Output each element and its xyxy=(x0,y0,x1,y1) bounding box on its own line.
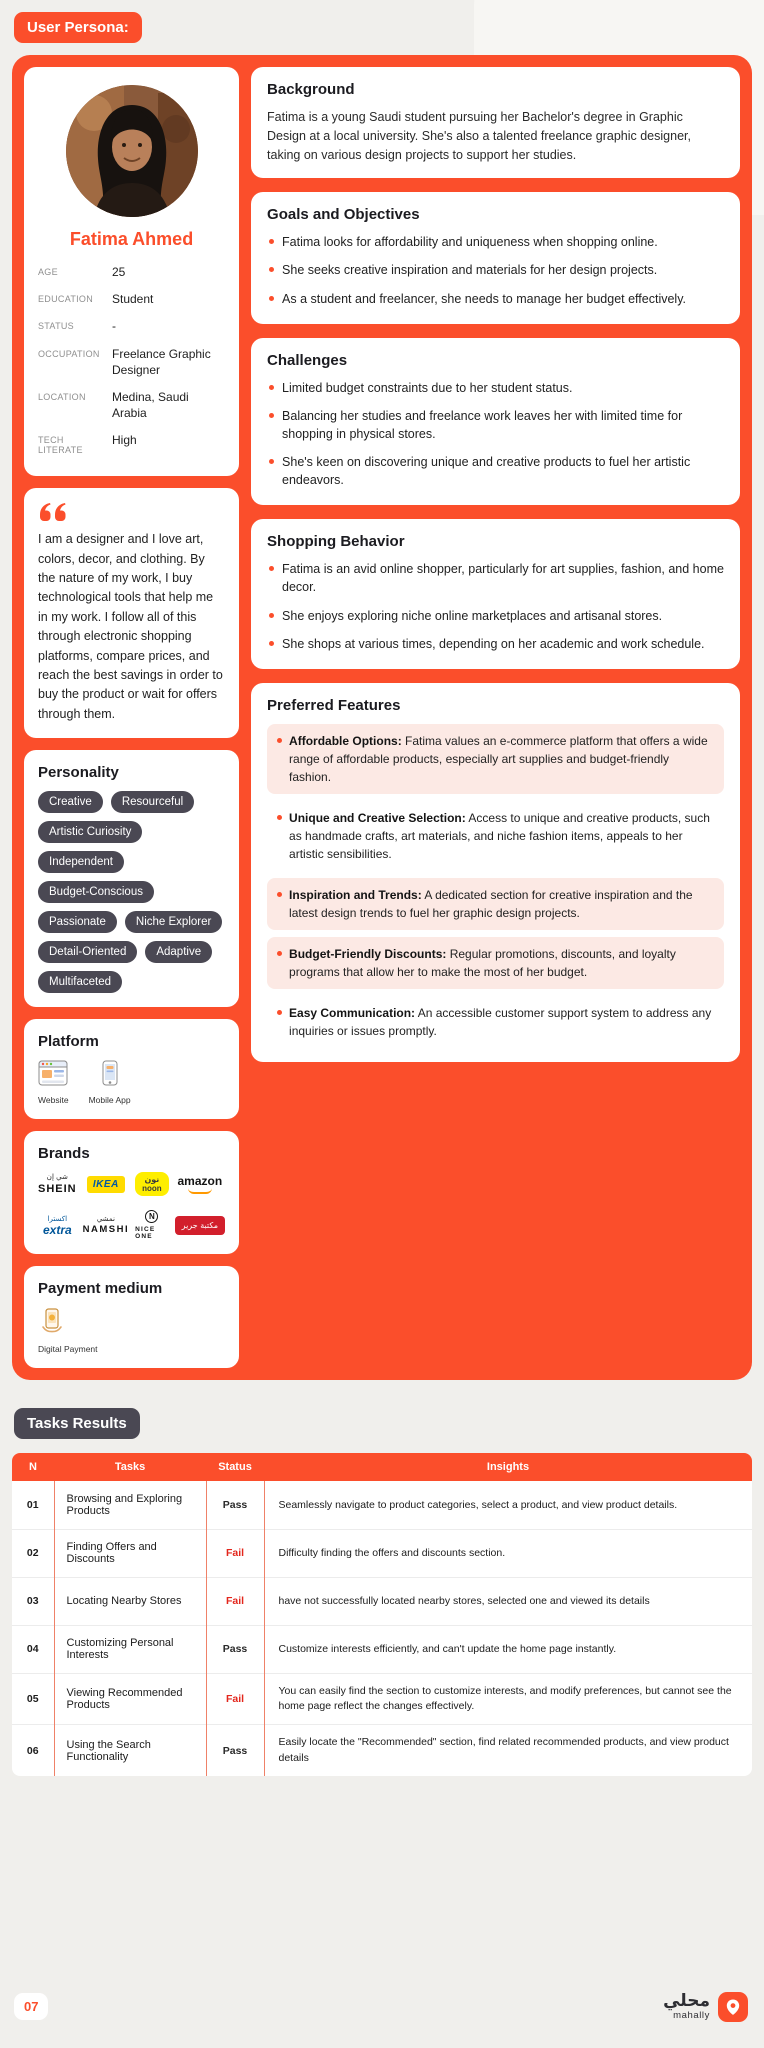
feature-lead: Unique and Creative Selection: xyxy=(289,810,466,825)
bullet-item: She's keen on discovering unique and creative products to fuel her artistic endeavors. xyxy=(267,453,724,489)
platform-card xyxy=(24,1019,239,1119)
tasks-results-title: Tasks Results xyxy=(14,1408,140,1439)
task-status: Pass xyxy=(206,1481,264,1529)
task-number: 02 xyxy=(12,1529,54,1577)
task-number: 05 xyxy=(12,1673,54,1724)
brands-grid xyxy=(38,1172,225,1240)
brand-noon-logo xyxy=(135,1172,169,1196)
brand-amazon xyxy=(178,1175,223,1194)
persona-name: Fatima Ahmed xyxy=(69,229,194,249)
attribute-value: Student xyxy=(112,292,154,307)
attribute-label: OCCUPATION xyxy=(38,348,100,359)
attribute-value: 25 xyxy=(112,265,126,279)
brand-noon-arabic: نون xyxy=(144,1175,160,1185)
brand-niceone-label: NICE ONE xyxy=(135,1226,156,1241)
challenges-list xyxy=(267,379,724,490)
niceone-icon: N xyxy=(145,1210,158,1223)
website-icon xyxy=(38,1060,68,1091)
brand-jarir-label: مكتبة جرير xyxy=(175,1216,225,1235)
feature-lead: Budget-Friendly Discounts: xyxy=(289,946,447,961)
feature-item xyxy=(267,996,724,1048)
quote-text: I am a designer and I love art, colors, decor, and clothing. By the nature of my work, I buy technological tools that help me in my work. I follow all of this through electronic shopping platforms, compare prices, and reach the best savings in order to buy the product or wait for offers through them. xyxy=(38,532,223,721)
profile-card xyxy=(24,67,239,476)
brand-shein-arabic: شي إن xyxy=(46,1172,68,1181)
amazon-smile-icon xyxy=(188,1188,212,1194)
brand-shein xyxy=(38,1174,77,1195)
table-header-row xyxy=(12,1453,752,1481)
challenges-title: Challenges xyxy=(267,351,348,369)
goals-title: Goals and Objectives xyxy=(267,206,420,224)
platform-title: Platform xyxy=(38,1033,99,1051)
feature-lead: Easy Communication: xyxy=(289,1005,416,1020)
background-title: Background xyxy=(267,81,355,98)
shopping-behavior-list xyxy=(267,560,724,653)
trait-pill: Detail-Oriented xyxy=(38,941,137,963)
mahally-logo xyxy=(663,1992,748,2022)
brand-noon xyxy=(135,1172,169,1196)
quote-card xyxy=(24,488,239,738)
brand-extra-label: extra xyxy=(42,1222,72,1237)
attribute-value: - xyxy=(112,319,116,334)
brand-amazon-label: amazon xyxy=(177,1173,223,1188)
platform-label: Mobile App xyxy=(88,1095,131,1106)
attribute-value: High xyxy=(112,433,137,448)
table-row xyxy=(12,1673,752,1724)
feature-body: Fatima values an e-commerce platform that offers a wide range of affordable products, especially art supplies and budget-friendly fashion. xyxy=(289,733,708,784)
attribute-label: AGE xyxy=(38,267,58,277)
attribute-row xyxy=(38,318,225,334)
trait-pill: Creative xyxy=(38,791,103,813)
mahally-logo-icon xyxy=(718,1992,748,2022)
brand-namshi-label: NAMSHI xyxy=(82,1224,130,1236)
digital-payment-icon xyxy=(38,1307,66,1340)
quote-icon xyxy=(38,502,225,522)
table-row xyxy=(12,1725,752,1776)
left-column xyxy=(24,67,239,1368)
feature-body: A dedicated section for creative inspiration and the latest design trends to fuel her graphic design projects. xyxy=(289,887,693,920)
task-status: Fail xyxy=(206,1529,264,1577)
brand-extra-arabic: اكسترا xyxy=(47,1214,68,1223)
brand-ikea xyxy=(87,1176,125,1193)
header-tasks: Tasks xyxy=(54,1453,206,1481)
avatar-illustration xyxy=(66,85,198,217)
attribute-row xyxy=(38,291,225,307)
platform-label: Website xyxy=(38,1095,69,1106)
task-insight: Seamlessly navigate to product categories, select a product, and view product details. xyxy=(264,1481,752,1529)
feature-item xyxy=(267,937,724,989)
bullet-item: Balancing her studies and freelance work leaves her with limited time for shopping in physical stores. xyxy=(267,407,724,443)
brand-namshi-arabic: نمشي xyxy=(96,1214,115,1223)
attribute-label: EDUCATION xyxy=(38,294,94,305)
tasks-table xyxy=(12,1453,752,1775)
task-insight: You can easily find the section to customize interests, and modify preferences, but cannot see the home page reflect the changes effectively. xyxy=(264,1673,752,1724)
task-number: 03 xyxy=(12,1577,54,1625)
trait-pill: Resourceful xyxy=(111,791,194,813)
feature-body: Access to unique and creative products, such as handmade crafts, art materials, and niche fashion items, appeals to her artistic sensibilities. xyxy=(289,810,710,861)
table-row xyxy=(12,1481,752,1529)
shopping-behavior-section xyxy=(251,519,740,669)
payment-item xyxy=(38,1307,225,1354)
feature-body: Regular promotions, discounts, and loyalty programs that allow her to make the most of her budget. xyxy=(289,946,676,979)
payment-card xyxy=(24,1266,239,1368)
trait-pill: Budget-Conscious xyxy=(38,881,154,903)
mahally-wordmark xyxy=(663,1992,710,2021)
brand-niceone xyxy=(135,1210,169,1240)
brand-noon-label: noon xyxy=(142,1184,162,1194)
mobile-app-icon xyxy=(102,1060,118,1091)
bullet-item: She shops at various times, depending on her academic and work schedule. xyxy=(267,635,724,653)
feature-item xyxy=(267,801,724,871)
payment-title: Payment medium xyxy=(38,1280,163,1298)
background-text: Fatima is a young Saudi student pursuing her Bachelor's degree in Graphic Design at a local university. She's also a talented freelance graphic designer, taking on various design projects to support her studies. xyxy=(267,110,691,162)
task-status: Fail xyxy=(206,1673,264,1724)
right-column xyxy=(251,67,740,1062)
preferred-features-section xyxy=(251,683,740,1062)
brand-namshi xyxy=(83,1216,129,1236)
brands-title: Brands xyxy=(38,1145,90,1163)
feature-lead: Inspiration and Trends: xyxy=(289,887,422,902)
attribute-label: STATUS xyxy=(38,321,74,332)
table-row xyxy=(12,1529,752,1577)
task-name: Browsing and Exploring Products xyxy=(54,1481,206,1529)
task-name: Locating Nearby Stores xyxy=(54,1577,206,1625)
bullet-item: She seeks creative inspiration and materials for her design projects. xyxy=(267,261,724,279)
trait-pill: Artistic Curiosity xyxy=(38,821,142,843)
task-status: Fail xyxy=(206,1577,264,1625)
bullet-item: Fatima is an avid online shopper, particularly for art supplies, fashion, and home decor. xyxy=(267,560,724,596)
page-number: 07 xyxy=(14,1993,48,2020)
header-status: Status xyxy=(206,1453,264,1481)
personality-traits xyxy=(38,791,225,993)
feature-body: An accessible customer support system to address any inquiries or issues promptly. xyxy=(289,1005,712,1038)
attribute-row xyxy=(38,264,225,280)
bullet-item: She enjoys exploring niche online marketplaces and artisanal stores. xyxy=(267,607,724,625)
mahally-latin: mahally xyxy=(673,2010,710,2022)
table-row xyxy=(12,1625,752,1673)
brand-shein-label: SHEIN xyxy=(38,1182,77,1195)
brand-extra xyxy=(43,1215,72,1236)
personality-card xyxy=(24,750,239,1007)
avatar xyxy=(66,85,198,217)
brand-jarir xyxy=(175,1216,225,1235)
attribute-row xyxy=(38,389,225,421)
task-number: 06 xyxy=(12,1725,54,1776)
attribute-value: Medina, Saudi Arabia xyxy=(112,389,189,421)
task-name: Customizing Personal Interests xyxy=(54,1625,206,1673)
task-number: 01 xyxy=(26,1499,39,1512)
preferred-features-title: Preferred Features xyxy=(267,696,401,714)
payment-label: Digital Payment xyxy=(38,1344,98,1355)
task-insight: Easily locate the "Recommended" section, find related recommended products, and view product details xyxy=(264,1725,752,1776)
background-section xyxy=(251,67,740,178)
preferred-features-list xyxy=(267,724,724,1048)
challenges-section xyxy=(251,338,740,506)
task-name: Using the Search Functionality xyxy=(54,1725,206,1776)
feature-lead: Affordable Options: xyxy=(289,733,402,748)
trait-pill: Niche Explorer xyxy=(125,911,222,933)
personality-title: Personality xyxy=(38,764,119,782)
trait-pill: Passionate xyxy=(38,911,117,933)
header-insights: Insights xyxy=(264,1453,752,1481)
trait-pill: Independent xyxy=(38,851,124,873)
feature-item xyxy=(267,878,724,930)
platform-website xyxy=(38,1060,69,1105)
platform-mobile-app xyxy=(89,1060,131,1105)
task-insight: Customize interests efficiently, and can't update the home page instantly. xyxy=(264,1625,752,1673)
attribute-value: Freelance Graphic Designer xyxy=(112,346,211,377)
brands-card xyxy=(24,1131,239,1254)
bullet-item: Fatima looks for affordability and uniqueness when shopping online. xyxy=(267,233,724,251)
persona-card xyxy=(12,55,752,1380)
task-number: 04 xyxy=(12,1625,54,1673)
header-n: N xyxy=(12,1453,54,1481)
attribute-row xyxy=(38,346,225,378)
attribute-label: LOCATION xyxy=(38,391,86,402)
platform-list xyxy=(38,1060,225,1105)
bullet-item: Limited budget constraints due to her student status. xyxy=(267,379,724,397)
shopping-behavior-title: Shopping Behavior xyxy=(267,533,405,551)
task-insight: have not successfully located nearby stores, selected one and viewed its details xyxy=(264,1577,752,1625)
task-status: Pass xyxy=(206,1625,264,1673)
brand-ikea-label: IKEA xyxy=(87,1176,125,1193)
bullet-item: As a student and freelancer, she needs to manage her budget effectively. xyxy=(267,290,724,308)
goals-section xyxy=(251,192,740,323)
mahally-arabic: محلي xyxy=(663,1991,710,2012)
attribute-list xyxy=(38,264,225,455)
trait-pill: Multifaceted xyxy=(38,971,122,993)
goals-list xyxy=(267,233,724,307)
table-row xyxy=(12,1577,752,1625)
task-insight: Difficulty finding the offers and discounts section. xyxy=(264,1529,752,1577)
attribute-row xyxy=(38,432,225,455)
feature-item xyxy=(267,724,724,794)
trait-pill: Adaptive xyxy=(145,941,212,963)
task-name: Viewing Recommended Products xyxy=(54,1673,206,1724)
attribute-label: TECH LITERATE xyxy=(38,435,83,456)
page-title-badge: User Persona: xyxy=(14,12,142,43)
task-name: Finding Offers and Discounts xyxy=(54,1529,206,1577)
task-status: Pass xyxy=(206,1725,264,1776)
